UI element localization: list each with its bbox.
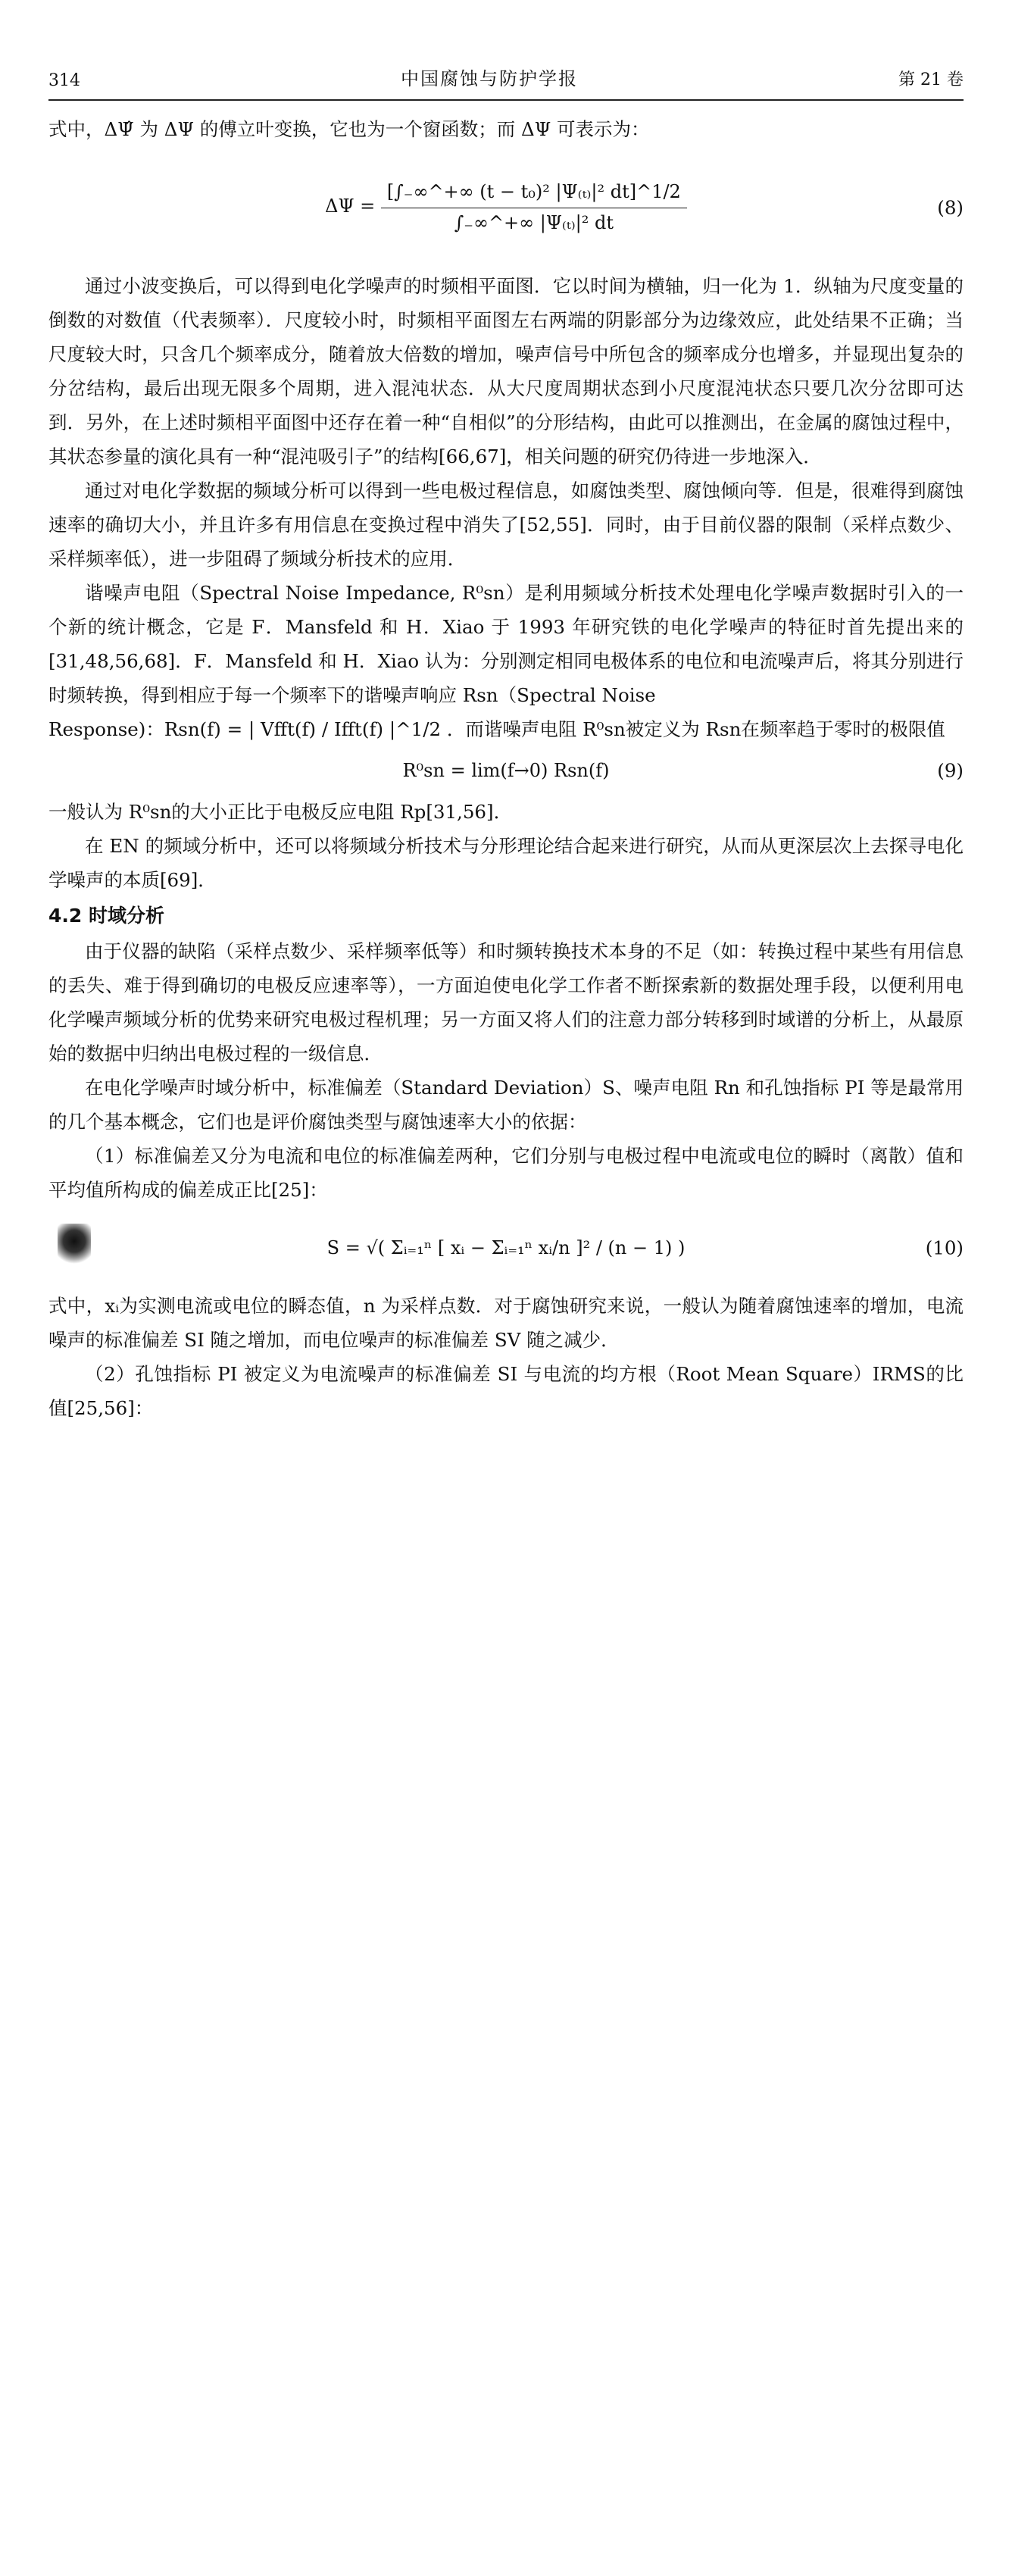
equation-9 xyxy=(48,751,964,790)
paragraph-rsn-proportional: 一般认为 R⁰sn的大小正比于电极反应电阻 Rp[31,56]． xyxy=(48,801,513,823)
equation-9-number: (9) xyxy=(937,759,964,782)
paragraph-concepts: 在电化学噪声时域分析中，标准偏差（Standard Deviation）S、噪声电阻 Rn 和孔蚀指标 PI 等是最常用的几个基本概念，它们也是评价腐蚀类型与腐蚀速率大小的依据： xyxy=(48,1077,964,1133)
equation-9-body: R⁰sn = lim(f→0) Rsn(f) xyxy=(402,759,610,781)
body-text xyxy=(48,112,964,1425)
paragraph-wavelet: 通过小波变换后，可以得到电化学噪声的时频相平面图．它以时间为横轴，归一化为 1．纵轴为尺度变量的倒数的对数值（代表频率）．尺度较小时，时频相平面图左右两端的阴影部分为边缘效应，此处结果不正确；当尺度较大时，只含几个频率成分，随着放大倍数的增加，噪声信号中所包含的频率成分也增多，并显现出复杂的分岔结构，最后出现无限多个周期，进入混沌状态．从大尺度周期状态到小尺度混沌状态只要几次分岔即可达到．另外，在上述时频相平面图中还存在着一种“自相似”的分形结构，由此可以推测出，在金属的腐蚀过程中，其状态参量的演化具有一种“混沌吸引子”的结构[66,67]，相关问题的研究仍待进一步地深入． xyxy=(48,275,964,467)
equation-8 xyxy=(48,151,964,264)
page-number: 314 xyxy=(48,71,80,90)
volume-label: 第 21 卷 xyxy=(898,70,964,89)
equation-8-denominator: ∫₋∞^+∞ |Ψ₍ₜ₎|² dt xyxy=(454,211,614,233)
equation-8-number: (8) xyxy=(937,196,964,219)
paragraph-time-domain: 由于仪器的缺陷（采样点数少、采样频率低等）和时频转换技术本身的不足（如：转换过程中某些有用信息的丢失、难于得到确切的电极反应速率等），一方面迫使电化学工作者不断探索新的数据处理手段，以便利用电化学噪声频域分析的优势来研究电极过程机理；另一方面又将人们的注意力部分转移到时域谱的分析上，从最原始的数据中归纳出电极过程的一级信息． xyxy=(48,940,964,1064)
paragraph-pitting-index: （2）孔蚀指标 PI 被定义为电流噪声的标准偏差 SI 与电流的均方根（Root Mean Square）IRMS的比值[25,56]： xyxy=(48,1363,964,1419)
ink-blot xyxy=(58,1224,91,1268)
section-heading: 4.2 时域分析 xyxy=(48,905,164,927)
running-header xyxy=(48,64,964,101)
paragraph-frequency-domain: 通过对电化学数据的频域分析可以得到一些电极过程信息，如腐蚀类型、腐蚀倾向等．但是，很难得到腐蚀速率的确切大小，并且许多有用信息在变换过程中消失了[52,55]．同时，由于目前仪器的限制（采样点数少、采样频率低），进一步阻碍了频域分析技术的应用． xyxy=(48,480,964,570)
paragraph-spectral-noise: 谐噪声电阻（Spectral Noise Impedance, R⁰sn）是利用频域分析技术处理电化学噪声数据时引入的一个新的统计概念，它是 F．Mansfeld 和 H．Xiao 于 1993 年研究铁的电化学噪声的特征时首先提出来的[31,48,56,68]．F．Mansfeld 和 H．Xiao 认为：分别测定相同电极体系的电位和电流噪声后，将其分别进行时频转换，得到相应于每一个频率下的谐噪声响应 Rsn（Spectral Noise xyxy=(48,582,964,706)
equation-8-lhs: ΔΨ = xyxy=(325,195,376,217)
equation-10 xyxy=(48,1211,964,1284)
paragraph-fractal: 在 EN 的频域分析中，还可以将频域分析技术与分形理论结合起来进行研究，从而从更深层次上去探寻电化学噪声的本质[69]． xyxy=(48,835,964,891)
equation-8-body xyxy=(325,180,687,234)
equation-10-number: (10) xyxy=(925,1236,964,1259)
equation-8-fraction xyxy=(381,180,687,234)
paragraph-standard-deviation: （1）标准偏差又分为电流和电位的标准偏差两种，它们分别与电极过程中电流或电位的瞬时（离散）值和平均值所构成的偏差成正比[25]： xyxy=(48,1145,964,1201)
paragraph-variables: 式中，xᵢ为实测电流或电位的瞬态值，n 为采样点数．对于腐蚀研究来说，一般认为随着腐蚀速率的增加，电流噪声的标准偏差 SI 随之增加，而电位噪声的标准偏差 SV 随之减少． xyxy=(48,1295,964,1351)
equation-10-body: S = √( Σᵢ₌₁ⁿ [ xᵢ − Σᵢ₌₁ⁿ xᵢ/n ]² / (n − 1) ) xyxy=(326,1236,686,1258)
equation-8-numerator: [∫₋∞^+∞ (t − t₀)² |Ψ₍ₜ₎|² dt]^1/2 xyxy=(381,180,687,208)
paragraph-spectral-response: Response)：Rsn(f) = | Vfft(f) / Ifft(f) |^1/2 ．而谐噪声电阻 R⁰sn被定义为 Rsn在频率趋于零时的极限值 xyxy=(48,718,945,740)
paragraph-intro: 式中，ΔΨ̂ 为 ΔΨ 的傅立叶变换，它也为一个窗函数；而 ΔΨ 可表示为： xyxy=(48,118,650,140)
journal-title: 中国腐蚀与防护学报 xyxy=(401,68,578,89)
